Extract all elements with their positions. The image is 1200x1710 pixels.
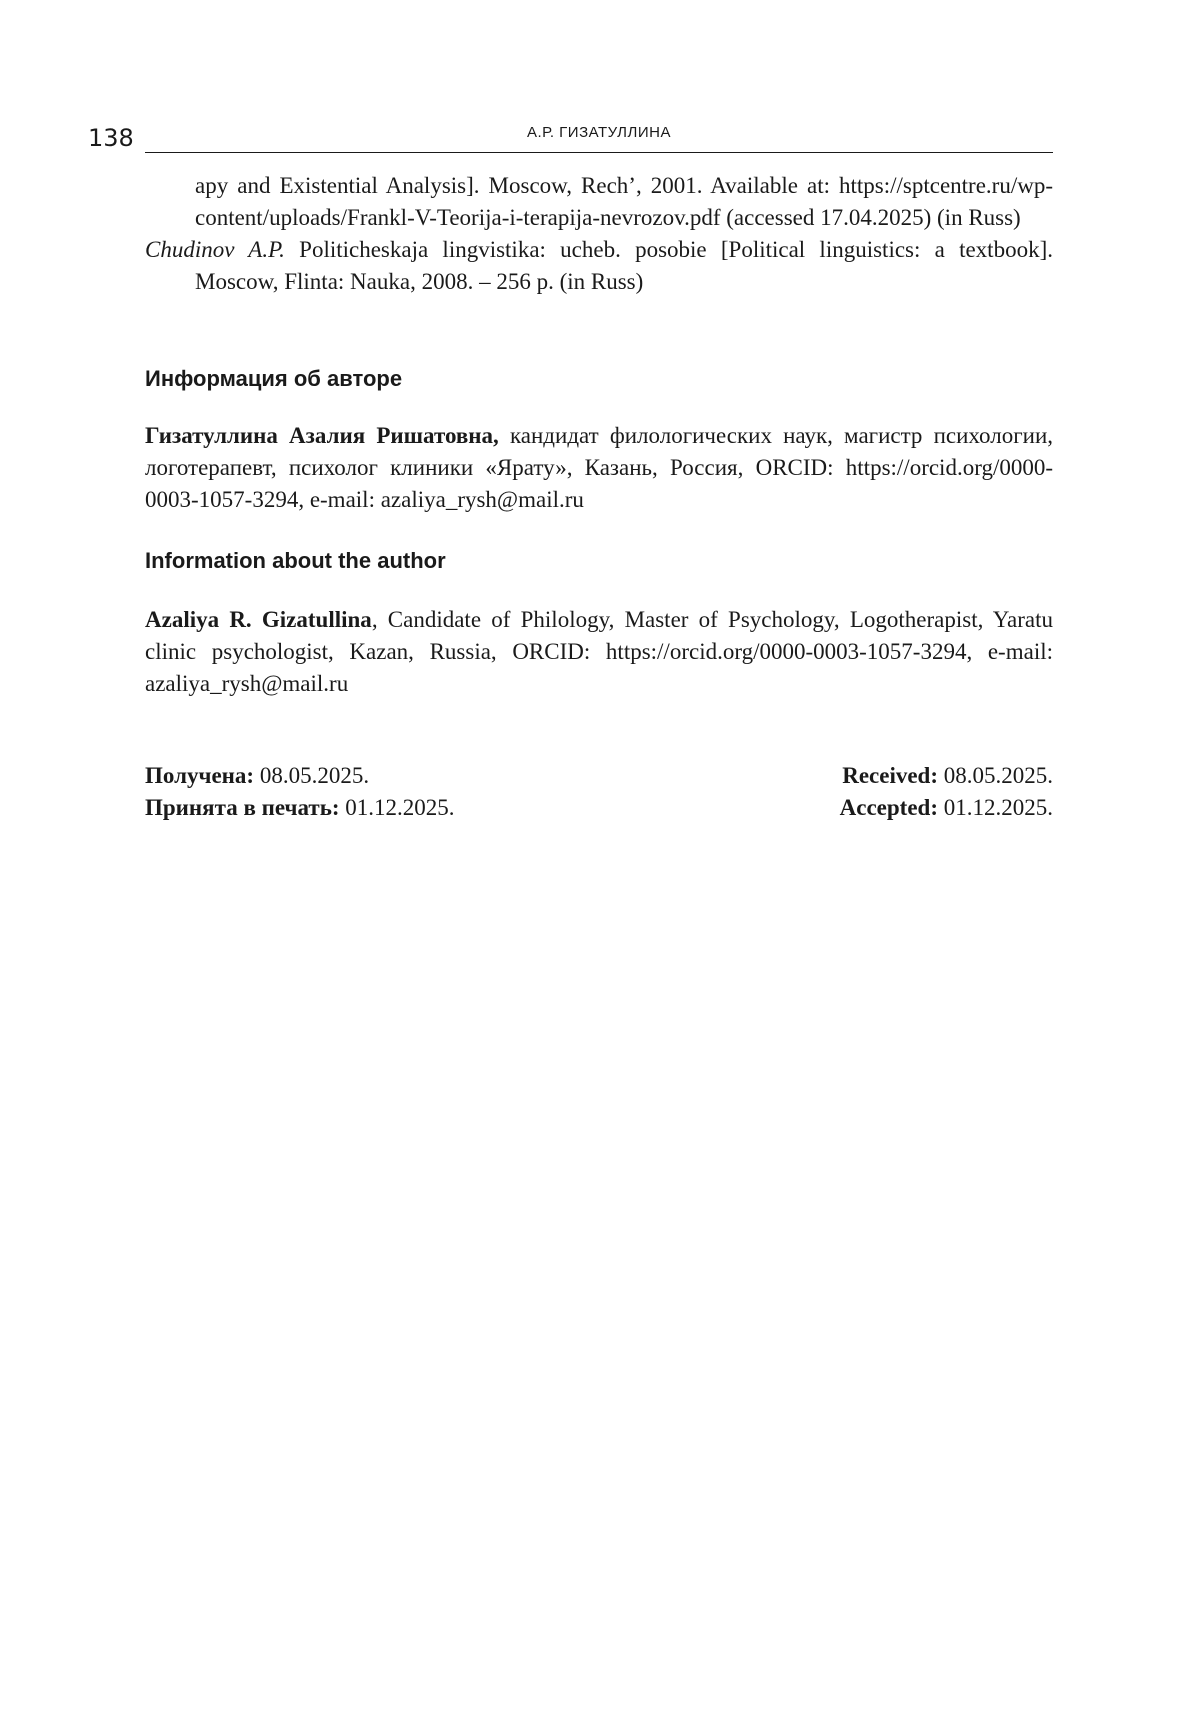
received-date-en bbox=[840, 760, 1053, 792]
author-bio-ru bbox=[145, 420, 1053, 516]
received-label-ru: Получена: bbox=[145, 763, 255, 788]
page-content bbox=[145, 170, 1053, 824]
received-value-ru: 08.05.2025. bbox=[254, 763, 370, 788]
author-info-heading-en: Information about the author bbox=[145, 548, 446, 573]
reference-chudinov-author: Chudinov A.P. bbox=[145, 237, 285, 262]
dates-ru bbox=[145, 760, 455, 824]
author-details-en: , Candidate of Philology, Master of Psychology, Logotherapist, Yaratu clinic psychologist, Kazan, Russia, ORCID: https://orcid.org/0000-0003-1057-3294, e-mail: azaliya_rysh@mail.ru bbox=[145, 607, 1053, 696]
reference-chudinov bbox=[145, 234, 1053, 298]
reference-chudinov-text: Politicheskaja lingvistika: ucheb. posobie [Political linguistics: a textbook]. Moscow, Flinta: Nauka, 2008. – 256 p. (in Russ) bbox=[195, 237, 1053, 294]
page-number: 138 bbox=[88, 124, 134, 152]
received-label-en: Received: bbox=[842, 763, 938, 788]
author-details-ru: кандидат филологических наук, магистр психологии, логотерапевт, психолог клиники «Ярату», Казань, Россия, ORCID: https://orcid.org/0000-0003-1057-3294, e-mail: azaliya_rysh@mail.ru bbox=[145, 423, 1054, 512]
accepted-label-ru: Принята в печать: bbox=[145, 795, 340, 820]
publication-dates bbox=[145, 760, 1053, 824]
accepted-label-en: Accepted: bbox=[839, 795, 938, 820]
accepted-value-ru: 01.12.2025. bbox=[339, 795, 455, 820]
author-info-heading-ru: Информация об авторе bbox=[145, 366, 403, 391]
accepted-value-en: 01.12.2025. bbox=[938, 795, 1053, 820]
accepted-date-en bbox=[840, 792, 1053, 824]
received-date-ru bbox=[145, 760, 455, 792]
author-name-ru: Гизатуллина Азалия Ришатовна, bbox=[145, 423, 499, 448]
received-value-en: 08.05.2025. bbox=[938, 763, 1053, 788]
running-head: А.Р. ГИЗАТУЛЛИНА bbox=[527, 124, 671, 141]
author-name-en: Azaliya R. Gizatullina bbox=[145, 607, 372, 632]
header-rule bbox=[145, 152, 1053, 153]
author-bio-en bbox=[145, 604, 1053, 700]
accepted-date-ru bbox=[145, 792, 455, 824]
dates-en bbox=[840, 760, 1053, 824]
reference-frankl-continuation: apy and Existential Analysis]. Moscow, Rech’, 2001. Available at: https://sptcentre.ru/wp-content/uploads/Frankl-V-Teorija-i-terapija-nevrozov.pdf (accessed 17.04.2025) (in Russ) bbox=[195, 173, 1053, 230]
